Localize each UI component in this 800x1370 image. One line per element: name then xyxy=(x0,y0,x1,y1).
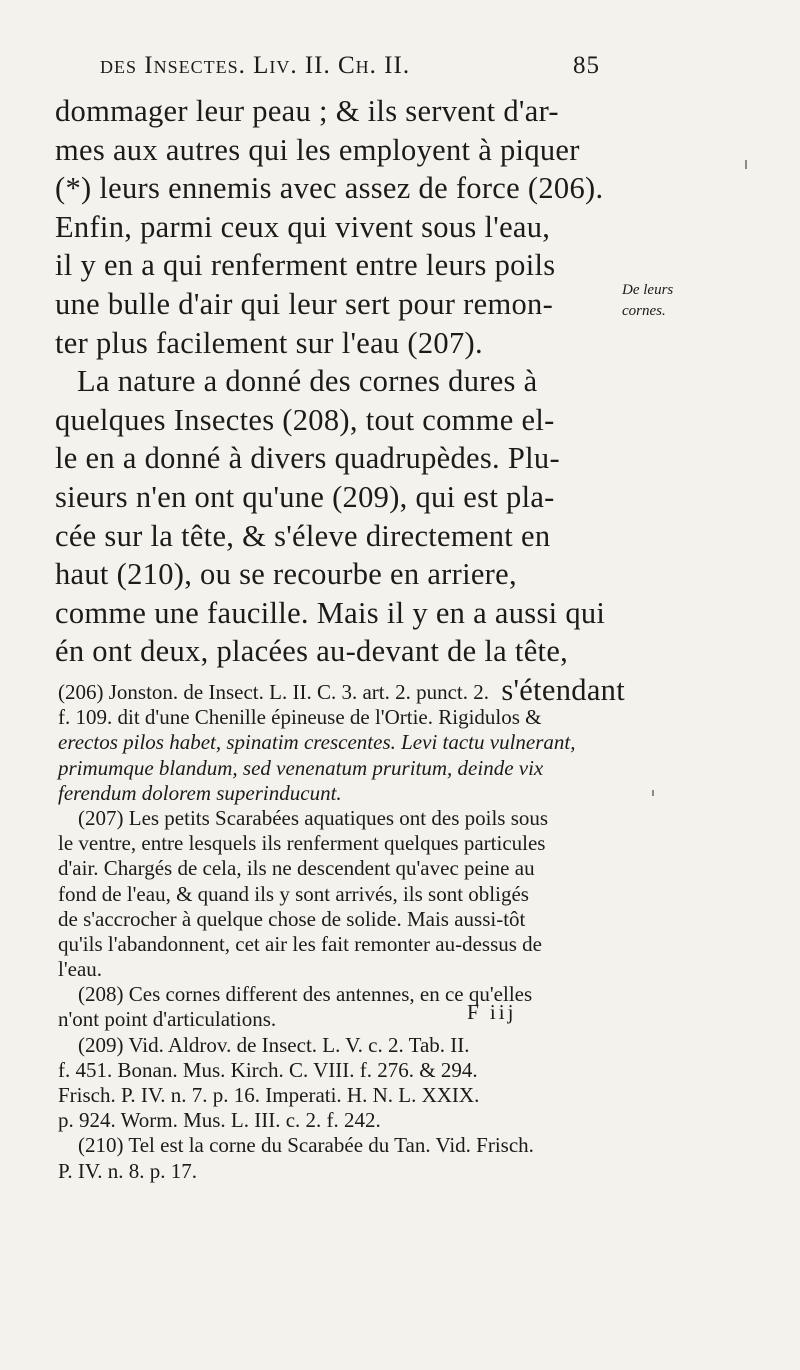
footnote-line: l'eau. xyxy=(58,957,103,982)
text-line: én ont deux, placées au-devant de la tête, xyxy=(55,634,569,669)
footnote-line: de s'accrocher à quelque chose de solide. Mais aussi-tôt xyxy=(58,906,526,931)
footnote-line: n'ont point d'articulations. xyxy=(58,1007,277,1032)
text-line: ter plus facilement sur l'eau (207). xyxy=(55,325,483,360)
footnote-line: f. 109. dit d'une Chenille épineuse de l'Ortie. Rigidulos & xyxy=(58,705,542,730)
text-line: Enfin, parmi ceux qui vivent sous l'eau, xyxy=(55,209,551,244)
text-line: il y en a qui renferment entre leurs poils xyxy=(55,248,556,283)
footnote-line: le ventre, entre lesquels ils renferment quelques particules xyxy=(58,831,546,856)
text-line: haut (210), ou se recourbe en arriere, xyxy=(55,557,517,592)
footnote-line: (209) Vid. Aldrov. de Insect. L. V. c. 2. Tab. II. xyxy=(78,1032,470,1057)
footnote-line: (207) Les petits Scarabées aquatiques ont des poils sous xyxy=(78,805,549,830)
catchword: s'étendant xyxy=(501,672,625,707)
footnote-line: (208) Ces cornes different des antennes, en ce qu'elles xyxy=(78,982,533,1007)
main-text xyxy=(55,92,625,710)
margin-note-line: De leurs xyxy=(622,282,674,298)
footnote-line: qu'ils l'abandonnent, cet air les fait remonter au-dessus de xyxy=(58,931,542,956)
footnotes xyxy=(58,680,628,1184)
text-line: mes aux autres qui les employent à piquer xyxy=(55,132,580,167)
text-line: La nature a donné des cornes dures à xyxy=(77,364,538,399)
footnote-line: (210) Tel est la corne du Scarabée du Tan. Vid. Frisch. xyxy=(78,1133,534,1158)
text-line: cée sur la tête, & s'éleve directement en xyxy=(55,518,551,553)
footnote-line: Frisch. P. IV. n. 7. p. 16. Imperati. H. N. L. XXIX. xyxy=(58,1083,480,1107)
page-header xyxy=(100,52,600,92)
margin-note-line: cornes. xyxy=(622,303,666,319)
text-line: une bulle d'air qui leur sert pour remon- xyxy=(55,286,554,321)
footnote-line: primumque blandum, sed venenatum pruritum, deinde vix xyxy=(58,755,544,780)
text-line: dommager leur peau ; & ils servent d'ar- xyxy=(55,94,559,128)
text-line: quelques Insectes (208), tout comme el- xyxy=(55,402,555,437)
footnote-line: ferendum dolorem superinducunt. xyxy=(58,780,342,805)
running-title: des Insectes. Liv. II. Ch. II. xyxy=(100,52,411,79)
footnote-line: erectos pilos habet, spinatim crescentes. Levi tactu vulnerant, xyxy=(58,730,576,755)
text-line: comme une faucille. Mais il y en a aussi qui xyxy=(55,595,606,630)
footnote-line: f. 451. Bonan. Mus. Kirch. C. VIII. f. 276. & 294. xyxy=(58,1057,478,1082)
paper-speck xyxy=(652,790,654,796)
signature-mark: F iij xyxy=(467,1000,517,1024)
paper-speck xyxy=(745,160,747,169)
page-number: 85 xyxy=(573,52,600,79)
text-line: sieurs n'en ont qu'une (209), qui est pla- xyxy=(55,479,555,514)
footnote-line: d'air. Chargés de cela, ils ne descendent qu'avec peine au xyxy=(58,856,535,881)
text-line: (*) leurs ennemis avec assez de force (206). xyxy=(55,171,604,206)
footnote-line: (206) Jonston. de Insect. L. II. C. 3. art. 2. punct. 2. xyxy=(58,680,490,704)
footnote-line: p. 924. Worm. Mus. L. III. c. 2. f. 242. xyxy=(58,1108,381,1133)
footnote-line: P. IV. n. 8. p. 17. xyxy=(58,1158,198,1183)
footnote-line: fond de l'eau, & quand ils y sont arrivés, ils sont obligés xyxy=(58,881,529,906)
margin-note xyxy=(622,280,702,322)
text-line: le en a donné à divers quadrupèdes. Plu- xyxy=(55,441,560,476)
